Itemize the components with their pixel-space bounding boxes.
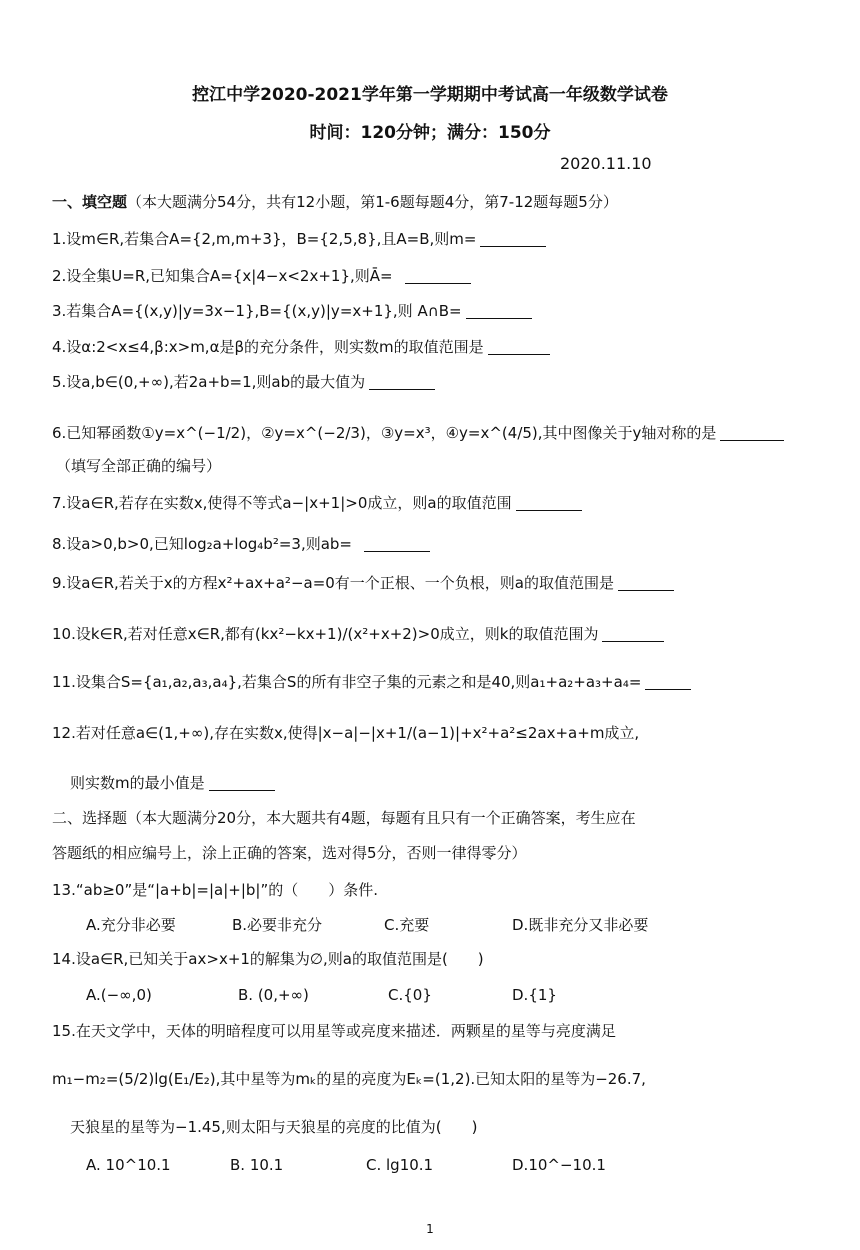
section2-header-cont: 答题纸的相应编号上，涂上正确的答案，选对得5分，否则一律得零分） (52, 844, 527, 862)
question-text: 10.设k∈R,若对任意x∈R,都有(kx²−kx+1)/(x²+x+2)>0成立，则k的取值范围为 (52, 625, 599, 643)
question-13: 13.“ab≥0”是“|a+b|=|a|+|b|”的（ ）条件. (52, 881, 378, 899)
option-b: B. 10.1 (230, 1156, 284, 1174)
question-7 (52, 493, 582, 513)
option-d: D.{1} (512, 986, 557, 1004)
section1-desc: （本大题满分54分，共有12小题，第1-6题每题4分，第7-12题每题5分） (127, 193, 618, 211)
question-text: 则实数m的最小值是 (70, 774, 205, 792)
option-a: A.(−∞,0) (86, 986, 152, 1004)
question-14: 14.设a∈R,已知关于ax>x+1的解集为∅,则a的取值范围是( ) (52, 950, 484, 968)
question-text: 11.设集合S={a₁,a₂,a₃,a₄},若集合S的所有非空子集的元素之和是40,则a₁+a₂+a₃+a₄= (52, 673, 642, 691)
question-15: 15.在天文学中，天体的明暗程度可以用星等或亮度来描述．两颗星的星等与亮度满足 (52, 1022, 616, 1040)
question-text: 2.设全集U=R,已知集合A={x|4−x<2x+1},则Ā= (52, 267, 393, 285)
option-c: C. lg10.1 (366, 1156, 434, 1174)
question-6-note: （填写全部正确的编号） (56, 457, 222, 475)
option-b: B.必要非充分 (232, 916, 323, 934)
section1-heading: 一、填空题 (52, 193, 128, 211)
question-5 (52, 372, 435, 392)
question-text: 4.设α:2<x≤4,β:x>m,α是β的充分条件，则实数m的取值范围是 (52, 338, 484, 356)
question-4 (52, 337, 550, 357)
question-9 (52, 573, 674, 593)
question-10 (52, 624, 664, 644)
option-c: C.充要 (384, 916, 430, 934)
question-text: 5.设a,b∈(0,+∞),若2a+b=1,则ab的最大值为 (52, 373, 366, 391)
answer-blank (488, 339, 550, 355)
question-text: 12.若对任意a∈(1,+∞),存在实数x,使得|x−a|−|x+1/(a−1)|+x²+a²≤2ax+a+m成立, (52, 724, 640, 742)
question-15-stem: 天狼星的星等为−1.45,则太阳与天狼星的亮度的比值为( ) (70, 1118, 478, 1136)
question-12-cont (70, 773, 275, 793)
answer-blank (480, 231, 546, 247)
question-1 (52, 229, 546, 249)
section2-header: 二、选择题（本大题满分20分，本大题共有4题，每题有且只有一个正确答案，考生应在 (52, 809, 636, 827)
answer-blank (602, 626, 664, 642)
question-text: 3.若集合A={(x,y)|y=3x−1},B={(x,y)|y=x+1},则 A∩B= (52, 302, 462, 320)
answer-blank (516, 495, 582, 511)
answer-blank (645, 674, 691, 690)
exam-date: 2020.11.10 (560, 154, 652, 173)
question-2 (52, 266, 471, 286)
question-12 (52, 723, 639, 743)
question-8 (52, 534, 430, 554)
question-3 (52, 301, 532, 321)
option-c: C.{0} (388, 986, 432, 1004)
exam-subtitle: 时间：120分钟；满分：150分 (309, 123, 551, 143)
question-text: 1.设m∈R,若集合A={2,m,m+3}，B={2,5,8},且A=B,则m= (52, 230, 477, 248)
answer-blank (720, 425, 784, 441)
answer-blank (618, 575, 674, 591)
option-b: B. (0,+∞) (238, 986, 309, 1004)
option-a: A.充分非必要 (86, 916, 176, 934)
option-d: D.10^−10.1 (512, 1156, 606, 1174)
question-text: 6.已知幂函数①y=x^(−1/2)，②y=x^(−2/3)，③y=x³，④y=x^(4/5),其中图像关于y轴对称的是 (52, 424, 717, 442)
question-text: 7.设a∈R,若存在实数x,使得不等式a−|x+1|>0成立，则a的取值范围 (52, 494, 512, 512)
page-number: 1 (426, 1222, 434, 1236)
option-a: A. 10^10.1 (86, 1156, 171, 1174)
answer-blank (466, 303, 532, 319)
question-11 (52, 672, 691, 692)
answer-blank (209, 775, 275, 791)
question-6 (52, 423, 784, 443)
exam-title: 控江中学2020-2021学年第一学期期中考试高一年级数学试卷 (192, 85, 668, 105)
answer-blank (369, 374, 435, 390)
answer-blank (364, 536, 430, 552)
question-text: 9.设a∈R,若关于x的方程x²+ax+a²−a=0有一个正根、一个负根，则a的取值范围是 (52, 574, 615, 592)
question-text: 8.设a>0,b>0,已知log₂a+log₄b²=3,则ab= (52, 535, 353, 553)
answer-blank (405, 268, 471, 284)
section1-header (52, 192, 618, 212)
question-15-formula: m₁−m₂=(5/2)lg(E₁/E₂),其中星等为mₖ的星的亮度为Eₖ=(1,2).已知太阳的星等为−26.7, (52, 1070, 646, 1088)
option-d: D.既非充分又非必要 (512, 916, 649, 934)
